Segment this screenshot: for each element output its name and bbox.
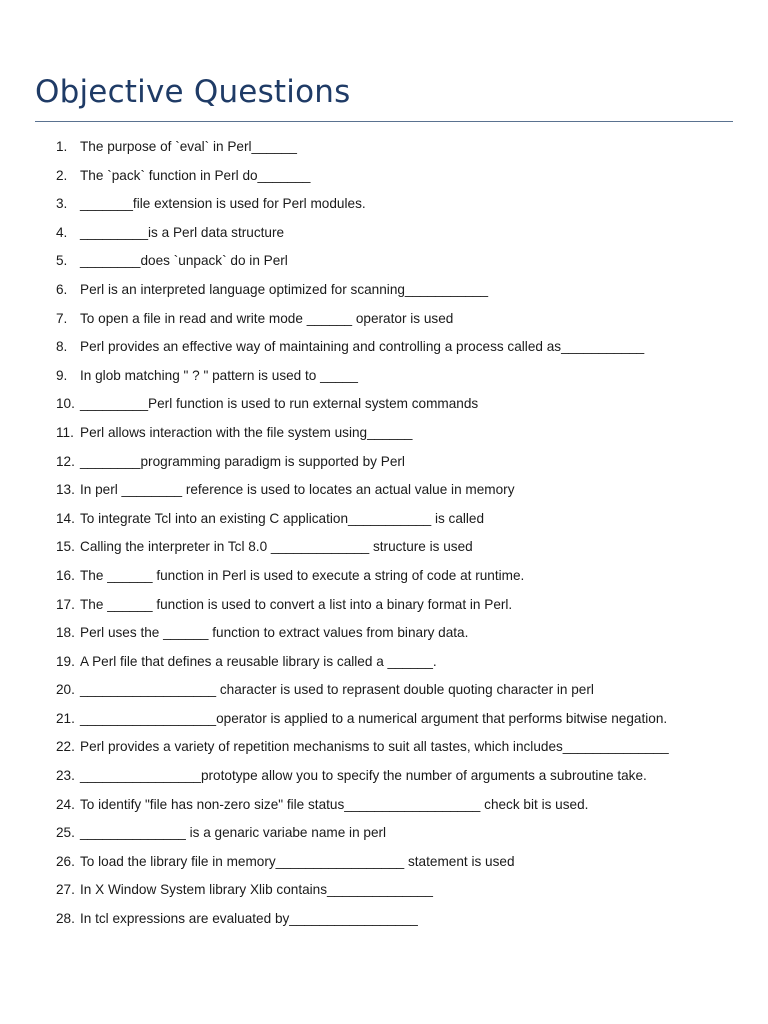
- question-text: The purpose of `eval` in Perl______: [80, 139, 297, 154]
- question-text: A Perl file that defines a reusable library is called a ______.: [80, 653, 437, 669]
- question-text: ________does `unpack` do in Perl: [80, 253, 288, 269]
- question-text: The `pack` function in Perl do_______: [80, 167, 311, 183]
- question-text: _______file extension is used for Perl modules.: [80, 196, 366, 212]
- question-number: 13.: [56, 482, 75, 498]
- question-text: Calling the interpreter in Tcl 8.0 _____________ structure is used: [80, 539, 473, 555]
- question-number: 10.: [56, 396, 75, 412]
- question-number: 8.: [56, 339, 68, 355]
- title-divider: [35, 121, 733, 122]
- question-number: 16.: [56, 567, 75, 583]
- question-text: _________is a Perl data structure: [80, 224, 285, 240]
- question-number: 18.: [56, 625, 75, 641]
- question-number: 28.: [56, 911, 75, 927]
- question-text: In perl ________ reference is used to locates an actual value in memory: [80, 482, 515, 498]
- question-number: 23.: [56, 768, 75, 784]
- question-text: ________programming paradigm is supported by Perl: [80, 453, 405, 469]
- question-text: ______________ is a genaric variabe name in perl: [80, 825, 387, 841]
- question-text: __________________ character is used to reprasent double quoting character in perl: [80, 682, 594, 698]
- question-number: 20.: [56, 682, 75, 698]
- question-text: Perl provides a variety of repetition mechanisms to suit all tastes, which includes______________: [80, 739, 669, 755]
- question-number: 7.: [56, 310, 68, 326]
- question-number: 11.: [56, 424, 74, 440]
- question-number: 15.: [56, 539, 75, 555]
- question-text: ________________prototype allow you to specify the number of arguments a subroutine take.: [80, 768, 647, 784]
- page-title: Objective Questions: [35, 74, 351, 110]
- question-text: To identify "file has non-zero size" file status__________________ check bit is used.: [80, 796, 589, 812]
- question-number: 22.: [56, 739, 75, 755]
- question-number: 5.: [56, 253, 68, 269]
- question-text: Perl is an interpreted language optimized for scanning___________: [80, 281, 489, 297]
- question-number: 26.: [56, 853, 75, 869]
- question-text: In glob matching " ? " pattern is used to _____: [80, 367, 358, 383]
- question-text: To integrate Tcl into an existing C application___________ is called: [80, 510, 485, 526]
- question-text: In tcl expressions are evaluated by_________________: [80, 911, 418, 927]
- question-number: 27.: [56, 882, 75, 898]
- question-number: 6.: [56, 281, 68, 297]
- question-number: 25.: [56, 825, 75, 841]
- question-number: 14.: [56, 510, 75, 526]
- question-text: _________Perl function is used to run external system commands: [80, 396, 479, 412]
- question-text: To load the library file in memory_________________ statement is used: [80, 853, 515, 869]
- question-text: __________________operator is applied to a numerical argument that performs bitwise negation.: [80, 710, 668, 726]
- question-number: 3.: [56, 196, 68, 212]
- question-number: 9.: [56, 367, 68, 383]
- question-text: Perl provides an effective way of maintaining and controlling a process called as___________: [80, 339, 645, 355]
- question-number: 24.: [56, 796, 75, 812]
- question-number: 17.: [56, 596, 75, 612]
- question-number: 4.: [56, 224, 68, 240]
- question-text: The ______ function in Perl is used to execute a string of code at runtime.: [80, 567, 525, 583]
- question-number: 19.: [56, 653, 75, 669]
- question-number: 21.: [56, 710, 75, 726]
- question-number: 12.: [56, 453, 75, 469]
- question-number: 2.: [56, 167, 68, 183]
- question-text: Perl allows interaction with the file system using______: [80, 424, 413, 440]
- question-number: 1.: [56, 139, 68, 154]
- question-text: Perl uses the ______ function to extract values from binary data.: [80, 625, 469, 641]
- question-text: The ______ function is used to convert a list into a binary format in Perl.: [80, 596, 513, 612]
- question-text: To open a file in read and write mode ______ operator is used: [80, 310, 454, 326]
- question-text: In X Window System library Xlib contains______________: [80, 882, 433, 898]
